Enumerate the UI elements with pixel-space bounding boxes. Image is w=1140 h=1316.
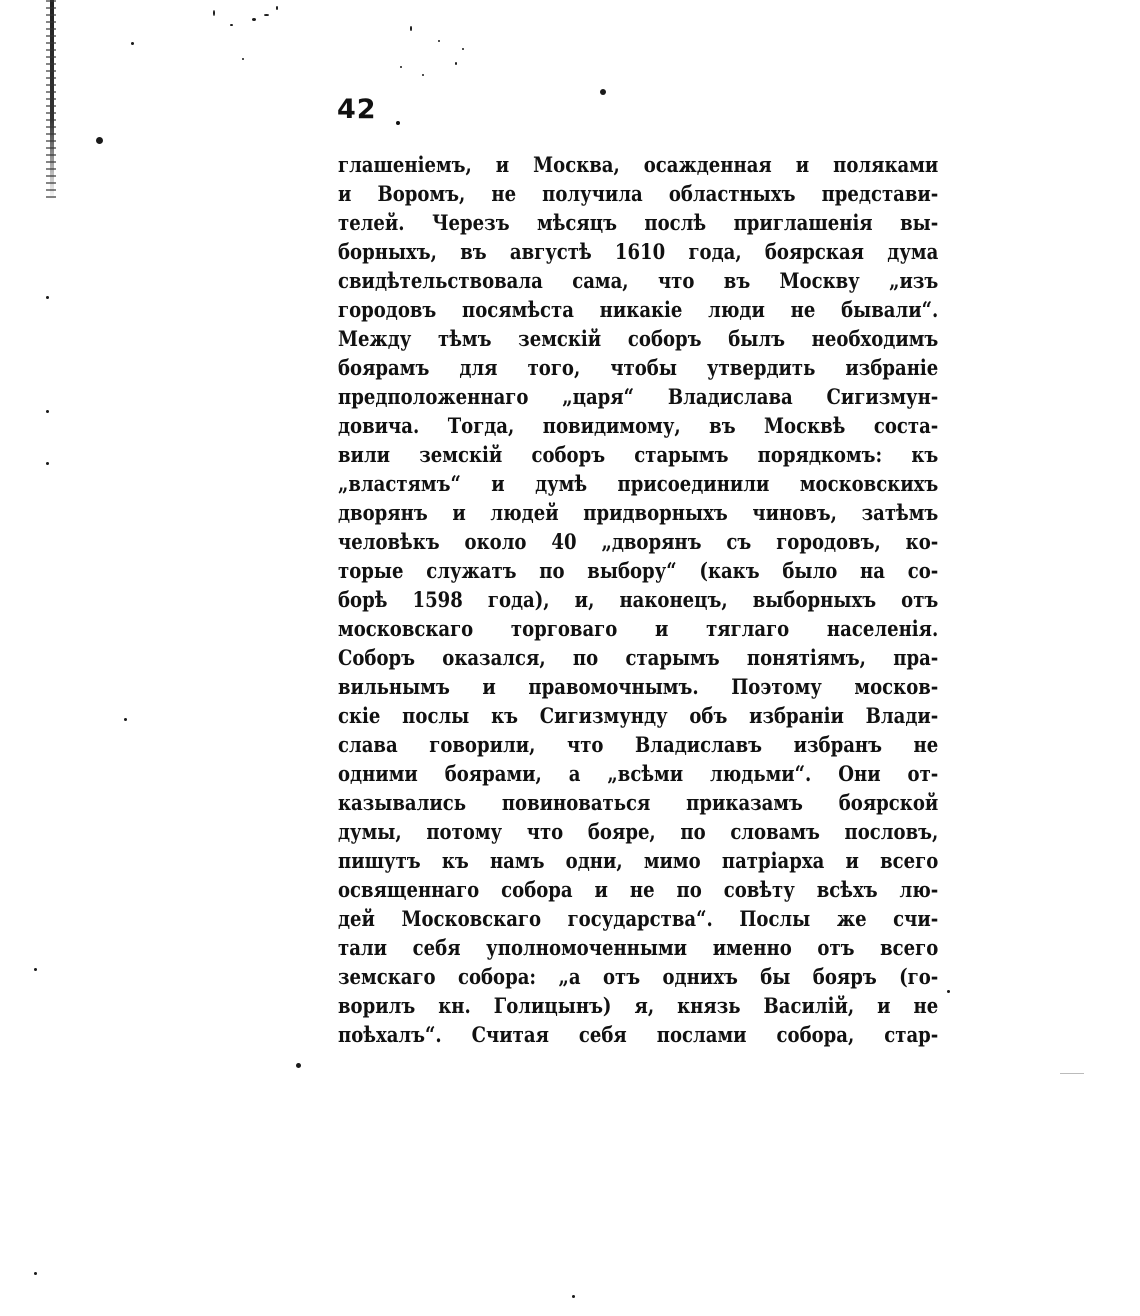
text-line: освященнаго собора и не по совѣту всѣхъ лю-: [338, 877, 939, 902]
text-line: городовъ посямѣста никакіе люди не бывали“.: [338, 297, 939, 322]
text-line: человѣкъ около 40 „дворянъ съ городовъ, ко-: [338, 529, 939, 554]
scan-speck: [572, 1295, 575, 1298]
scan-speck: [46, 410, 49, 413]
scan-speck: [96, 137, 103, 144]
text-line: думы, потому что бояре, по словамъ пословъ,: [338, 819, 939, 844]
scan-speck: [131, 42, 134, 45]
text-line: и Воромъ, не получила областныхъ представи-: [338, 181, 939, 206]
text-line: московскаго торговаго и тяглаго населенія.: [338, 616, 939, 641]
text-line: борѣ 1598 года), и, наконецъ, выборныхъ отъ: [338, 587, 939, 612]
text-line: тали себя уполномоченными именно отъ всего: [338, 935, 939, 960]
text-line: глашеніемъ, и Москва, осажденная и поляками: [338, 152, 939, 177]
scan-speck: [276, 6, 278, 10]
text-line: борныхъ, въ августѣ 1610 года, боярская дума: [338, 239, 939, 264]
scan-speck: [438, 40, 440, 42]
scan-speck: [455, 62, 457, 65]
text-line: одними боярами, а „всѣми людьми“. Они от-: [338, 761, 939, 786]
scan-speck: [213, 10, 215, 16]
text-line: „властямъ“ и думѣ присоединили московскихъ: [338, 471, 939, 496]
text-line: дей Московскаго государства“. Послы же счи-: [338, 906, 939, 931]
scan-speck: [462, 48, 464, 50]
page-number: 42: [337, 94, 377, 125]
scan-speck: [46, 462, 49, 465]
scan-speck: [600, 89, 606, 95]
text-line: дворянъ и людей придворныхъ чиновъ, затѣмъ: [338, 500, 939, 525]
scan-speck: [242, 58, 244, 60]
text-line: Между тѣмъ земскій соборъ былъ необходимъ: [338, 326, 939, 351]
scan-speck: [400, 66, 402, 68]
text-line: скіе послы къ Сигизмунду объ избраніи Влади-: [338, 703, 939, 728]
text-line: пишутъ къ намъ одни, мимо патріарха и всего: [338, 848, 939, 873]
scan-speck: [296, 1063, 301, 1068]
text-line: предположеннаго „царя“ Владислава Сигизмун-: [338, 384, 939, 409]
binding-shadow: [46, 0, 56, 200]
body-text: [338, 150, 938, 1049]
scan-speck: [252, 18, 256, 21]
page-number-dot: [396, 121, 400, 125]
scan-speck: [34, 968, 37, 971]
text-line: телей. Черезъ мѣсяцъ послѣ приглашенія вы-: [338, 210, 939, 235]
scan-speck: [230, 24, 233, 26]
scan-speck: [947, 990, 950, 993]
text-line: вили земскій соборъ старымъ порядкомъ: къ: [338, 442, 939, 467]
scan-speck: [410, 26, 412, 31]
text-line: вильнымъ и правомочнымъ. Поэтому москов-: [338, 674, 939, 699]
text-line: поѣхалъ“. Считая себя послами собора, стар-: [338, 1022, 939, 1047]
text-line: довича. Тогда, повидимому, въ Москвѣ соста-: [338, 413, 939, 438]
text-line: земскаго собора: „а отъ однихъ бы бояръ (го-: [338, 964, 939, 989]
text-line: торые служатъ по выбору“ (какъ было на со-: [338, 558, 939, 583]
text-line: свидѣтельствовала сама, что въ Москву „изъ: [338, 268, 939, 293]
text-line: Соборъ оказался, по старымъ понятіямъ, пра-: [338, 645, 939, 670]
text-line: боярамъ для того, чтобы утвердить избраніе: [338, 355, 939, 380]
scan-speck: [34, 1272, 37, 1275]
text-line: слава говорили, что Владиславъ избранъ не: [338, 732, 939, 757]
scan-speck: [124, 718, 127, 721]
scan-speck: [422, 74, 424, 76]
scan-speck: [46, 296, 49, 299]
scan-speck: [264, 14, 269, 16]
text-line: казывались повиноваться приказамъ боярской: [338, 790, 939, 815]
scan-mark: [1060, 1073, 1084, 1074]
text-line: ворилъ кн. Голицынъ) я, князь Василій, и не: [338, 993, 939, 1018]
